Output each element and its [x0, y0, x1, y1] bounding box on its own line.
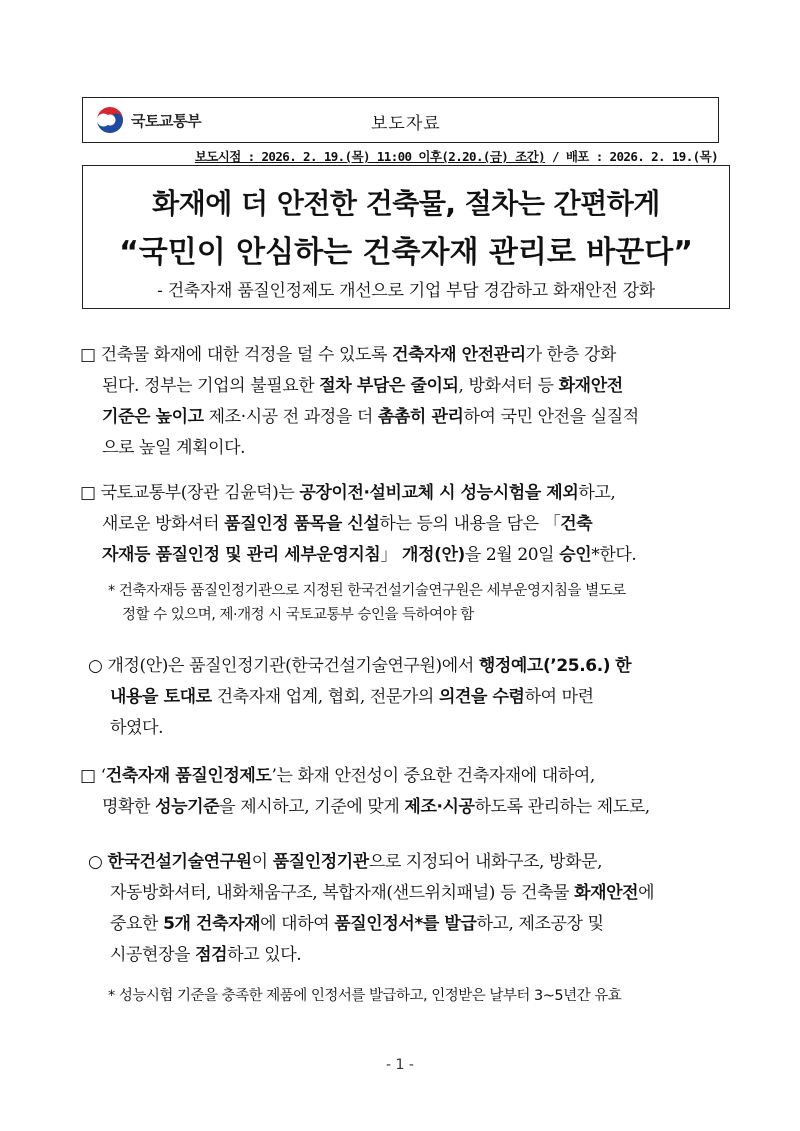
footnote-1: * 건축자재등 품질인정기관으로 지정된 한국건설기술연구원은 세부운영지침을 별도로 정할 수 있으며, 제·개정 시 국토교통부 승인을 득하여야 함: [108, 583, 626, 623]
paragraph-5: ○ 한국건설기술연구원이 품질인정기관으로 지정되어 내화구조, 방화문, 자동방화셔터, 내화채움구조, 복합자재(샌드위치패널) 등 건축물 화재안전에 중요한 5개 건축자재에 대하여 품질인정서*를 발급하고, 제조공장 및 시공현장을 점검하고 있다.: [88, 852, 655, 965]
headline-line2: “국민이 안심하는 건축자재 관리로 바꾼다”: [119, 235, 693, 270]
distribution-date: 배포 : 2026. 2. 19.(목): [565, 149, 718, 164]
footnote-2: * 성능시험 기준을 충족한 제품에 인정서를 발급하고, 인정받은 날부터 3~5년간 유효: [108, 988, 622, 1004]
release-time: 보도시점 : 2026. 2. 19.(목) 11:00 이후(2.20.(금) 조간): [194, 149, 546, 164]
paragraph-3: ○ 개정(안)은 품질인정기관(한국건설기술연구원)에서 행정예고(’25.6.) 한 내용을 토대로 건축자재 업계, 협회, 전문가의 의견을 수렴하여 마련 하였다.: [88, 656, 632, 738]
paragraph-2: □ 국토교통부(장관 김윤덕)는 공장이전·설비교체 시 성능시험을 제외하고, 새로운 방화셔터 품질인정 품목을 신설하는 등의 내용을 담은 「건축 자재등 품질인정 및 관리 세부운영지침」 개정(안)을 2월 20일 승인*한다.: [80, 483, 637, 565]
paragraph-1: □ 건축물 화재에 대한 걱정을 덜 수 있도록 건축자재 안전관리가 한층 강화 된다. 정부는 기업의 불필요한 절차 부담은 줄이되, 방화셔터 등 화재안전 기준은 높이고 제조·시공 전 과정을 더 촘촘히 관리하여 국민 안전을 실질적 으로 높일 계획이다.: [80, 345, 639, 458]
release-info: 보도시점 : 2026. 2. 19.(목) 11:00 이후(2.20.(금) 조간) / 배포 : 2026. 2. 19.(목): [194, 149, 718, 164]
headline-line1: 화재에 더 안전한 건축물, 절차는 간편하게: [152, 187, 660, 220]
doc-type: 보도자료: [371, 114, 441, 134]
ministry-name: 국토교통부: [131, 112, 201, 130]
page-number: - 1 -: [386, 1057, 414, 1073]
subtitle: - 건축자재 품질인정제도 개선으로 기업 부담 경감하고 화재안전 강화: [157, 281, 655, 301]
header-box: [82, 97, 719, 143]
korea-taegeuk-logo-icon: [95, 105, 125, 135]
title-box: [82, 165, 730, 309]
paragraph-4: □ ‘건축자재 품질인정제도’는 화재 안전성이 중요한 건축자재에 대하여, 명확한 성능기준을 제시하고, 기준에 맞게 제조·시공하도록 관리하는 제도로,: [80, 766, 650, 817]
